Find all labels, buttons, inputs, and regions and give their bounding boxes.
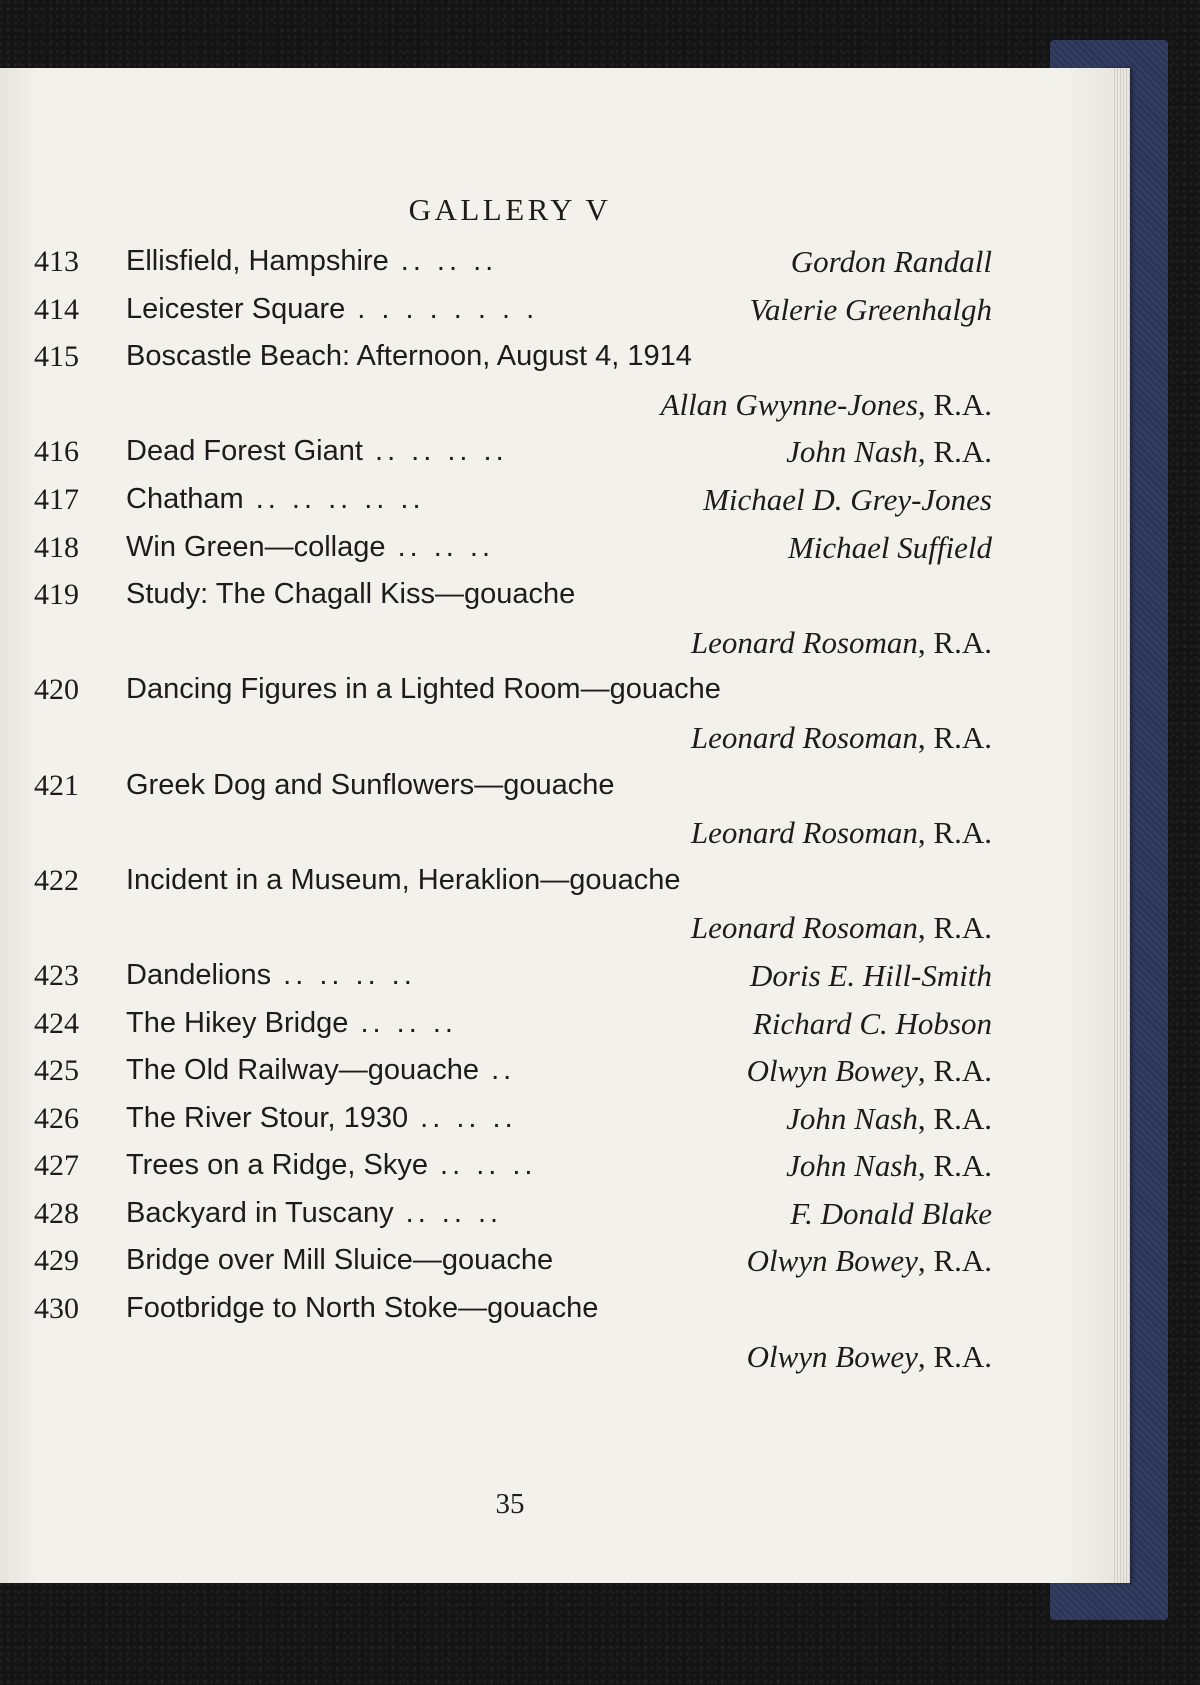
entry-title-group — [126, 1285, 598, 1333]
entry-title-group — [126, 1237, 553, 1285]
leader-dots: .. .. .. — [393, 1196, 503, 1229]
catalogue-entry-artist-line — [34, 381, 992, 429]
artist-honours: , R.A. — [917, 815, 992, 851]
entry-artist — [750, 952, 992, 1000]
catalogue-entry — [34, 476, 992, 524]
entry-title: Ellisfield, Hampshire — [126, 245, 389, 277]
entry-artist — [703, 476, 992, 524]
artist-name: Richard C. Hobson — [752, 1005, 992, 1041]
entry-title-group — [126, 762, 614, 810]
entry-medium: —gouache — [474, 768, 615, 801]
entry-number: 423 — [34, 958, 79, 992]
catalogue-entry — [34, 286, 992, 334]
catalogue-entry — [34, 428, 992, 476]
entry-title-group — [126, 1142, 536, 1190]
catalogue-entry — [34, 1095, 992, 1143]
entry-artist — [691, 714, 992, 762]
entry-title: Leicester Square — [126, 292, 346, 325]
entry-medium: —gouache — [580, 673, 721, 706]
artist-name: Michael D. Grey-Jones — [703, 481, 992, 517]
entry-title-group — [126, 286, 538, 334]
entry-list — [34, 238, 992, 1380]
artist-name: Allan Gwynne-Jones — [660, 386, 918, 422]
entry-title-group — [126, 1000, 457, 1048]
artist-name: Leonard Rosoman — [690, 815, 918, 851]
entry-title-group — [126, 476, 425, 524]
entry-number: 427 — [34, 1149, 79, 1183]
artist-name: Olwyn Bowey — [746, 1338, 918, 1374]
catalogue-entry — [34, 333, 992, 381]
artist-name: Leonard Rosoman — [690, 910, 918, 946]
entry-number: 429 — [34, 1244, 79, 1278]
artist-name: Leonard Rosoman — [690, 719, 918, 755]
entry-title-group — [126, 952, 416, 1000]
artist-name: Olwyn Bowey — [746, 1243, 918, 1279]
catalogue-entry — [34, 1237, 992, 1285]
entry-artist — [790, 1190, 992, 1238]
catalogue-page — [0, 68, 1112, 1583]
artist-honours: , R.A. — [917, 719, 992, 755]
entry-number: 426 — [34, 1101, 79, 1135]
entry-artist — [753, 1000, 992, 1048]
entry-title: Win Green — [126, 530, 265, 563]
leader-dots: . . . . . . . . — [345, 292, 539, 325]
entry-title-group — [126, 333, 692, 381]
artist-honours: , R.A. — [917, 1053, 992, 1089]
entry-artist — [786, 428, 992, 476]
entry-number: 413 — [34, 245, 79, 278]
entry-medium: —gouache — [540, 863, 681, 896]
leader-dots: .. .. .. .. — [271, 958, 416, 991]
catalogue-entry — [34, 1000, 992, 1048]
leader-dots: .. .. .. — [408, 1101, 517, 1134]
entry-medium: —gouache — [338, 1054, 480, 1087]
entry-number: 420 — [34, 673, 79, 707]
leader-dots: .. .. .. — [385, 530, 495, 563]
entry-title: Footbridge to North Stoke — [126, 1292, 459, 1325]
entry-title-group — [126, 428, 508, 476]
entry-title-group — [126, 1095, 517, 1143]
entry-artist — [691, 619, 992, 667]
catalogue-entry — [34, 1142, 992, 1190]
page-number: 35 — [495, 1488, 525, 1520]
entry-title: The River Stour, 1930 — [126, 1101, 409, 1134]
catalogue-entry — [34, 1190, 992, 1238]
catalogue-entry-artist-line — [34, 904, 992, 952]
entry-artist — [786, 1095, 992, 1143]
artist-honours: , R.A. — [917, 910, 992, 946]
catalogue-entry — [34, 524, 992, 572]
entry-title-group — [126, 666, 721, 714]
entry-title-group — [126, 857, 681, 905]
artist-name: John Nash — [786, 434, 918, 470]
catalogue-entry — [34, 571, 992, 619]
entry-title: Study: The Chagall Kiss — [126, 578, 435, 611]
artist-name: John Nash — [786, 1100, 918, 1136]
entry-title: Bridge over Mill Sluice — [126, 1244, 413, 1277]
catalogue-entry-artist-line — [34, 1333, 992, 1381]
entry-title-group — [126, 524, 494, 572]
entry-title: Greek Dog and Sunflowers — [126, 768, 475, 801]
catalogue-entry — [34, 1285, 992, 1333]
artist-name: Doris E. Hill-Smith — [750, 957, 992, 993]
artist-honours: , R.A. — [917, 1338, 992, 1374]
catalogue-entry — [34, 857, 992, 905]
catalogue-entry — [34, 666, 992, 714]
entry-artist — [747, 1047, 992, 1095]
entry-artist — [747, 1237, 992, 1285]
leader-dots: .. .. .. — [348, 1006, 457, 1039]
artist-name: Olwyn Bowey — [746, 1053, 918, 1089]
artist-name: Michael Suffield — [787, 529, 992, 565]
entry-number: 414 — [34, 292, 79, 326]
catalogue-entry — [34, 238, 992, 286]
catalogue-entry-artist-line — [34, 809, 992, 857]
entry-title: Trees on a Ridge, Skye — [126, 1149, 428, 1182]
catalogue-entry-artist-line — [34, 714, 992, 762]
entry-artist — [691, 904, 992, 952]
entry-title-group — [126, 238, 497, 286]
entry-title-group — [126, 1047, 515, 1095]
catalogue-entry-artist-line — [34, 619, 992, 667]
artist-name: F. Donald Blake — [790, 1195, 992, 1231]
artist-honours: , R.A. — [917, 386, 992, 422]
entry-artist — [691, 809, 992, 857]
entry-title-group — [126, 571, 575, 619]
artist-name: John Nash — [786, 1148, 918, 1184]
entry-number: 416 — [34, 435, 79, 469]
entry-title-group — [126, 1190, 502, 1238]
entry-number: 419 — [34, 578, 79, 612]
entry-title: The Old Railway — [126, 1054, 339, 1087]
entry-medium: —gouache — [412, 1244, 554, 1277]
entry-artist — [661, 381, 992, 429]
artist-honours: , R.A. — [917, 624, 992, 660]
entry-number: 424 — [34, 1006, 79, 1040]
entry-number: 417 — [34, 482, 79, 516]
leader-dots: .. .. .. — [388, 245, 498, 277]
entry-medium: —gouache — [434, 578, 576, 611]
leader-dots: .. .. .. — [427, 1149, 537, 1182]
artist-name: Leonard Rosoman — [690, 624, 918, 660]
entry-number: 421 — [34, 768, 79, 802]
entry-number: 418 — [34, 530, 79, 564]
leader-dots: .. .. .. .. — [362, 435, 508, 468]
entry-artist — [747, 1333, 992, 1381]
artist-honours: , R.A. — [917, 434, 992, 470]
leader-dots: .. — [479, 1054, 516, 1087]
entry-medium: —collage — [264, 530, 386, 563]
entry-artist — [791, 238, 992, 286]
artist-name: Valerie Greenhalgh — [749, 291, 992, 327]
entry-title: The Hikey Bridge — [126, 1006, 349, 1039]
catalogue-entry — [34, 952, 992, 1000]
leader-dots: .. .. .. .. .. — [243, 482, 425, 515]
artist-honours: , R.A. — [917, 1100, 992, 1136]
artist-honours: , R.A. — [917, 1243, 992, 1279]
entry-number: 430 — [34, 1292, 79, 1326]
gallery-heading: GALLERY V — [408, 192, 612, 227]
catalogue-entry — [34, 1047, 992, 1095]
entry-title: Dancing Figures in a Lighted Room — [126, 673, 581, 706]
entry-title: Boscastle Beach: Afternoon, August 4, 1914 — [126, 340, 692, 373]
catalogue-entry — [34, 762, 992, 810]
entry-artist — [788, 524, 992, 572]
artist-name: Gordon Randall — [790, 244, 992, 279]
entry-number: 428 — [34, 1196, 79, 1230]
entry-title: Backyard in Tuscany — [126, 1196, 394, 1229]
entry-title: Dandelions — [126, 958, 272, 991]
entry-number: 425 — [34, 1054, 79, 1088]
entry-medium: —gouache — [458, 1292, 599, 1325]
entry-artist — [786, 1142, 992, 1190]
entry-number: 422 — [34, 863, 79, 897]
entry-number: 415 — [34, 340, 79, 374]
entry-title: Incident in a Museum, Heraklion — [126, 863, 541, 896]
entry-title: Chatham — [126, 482, 244, 515]
entry-title: Dead Forest Giant — [126, 435, 363, 468]
entry-artist — [750, 286, 993, 334]
artist-honours: , R.A. — [917, 1148, 992, 1184]
